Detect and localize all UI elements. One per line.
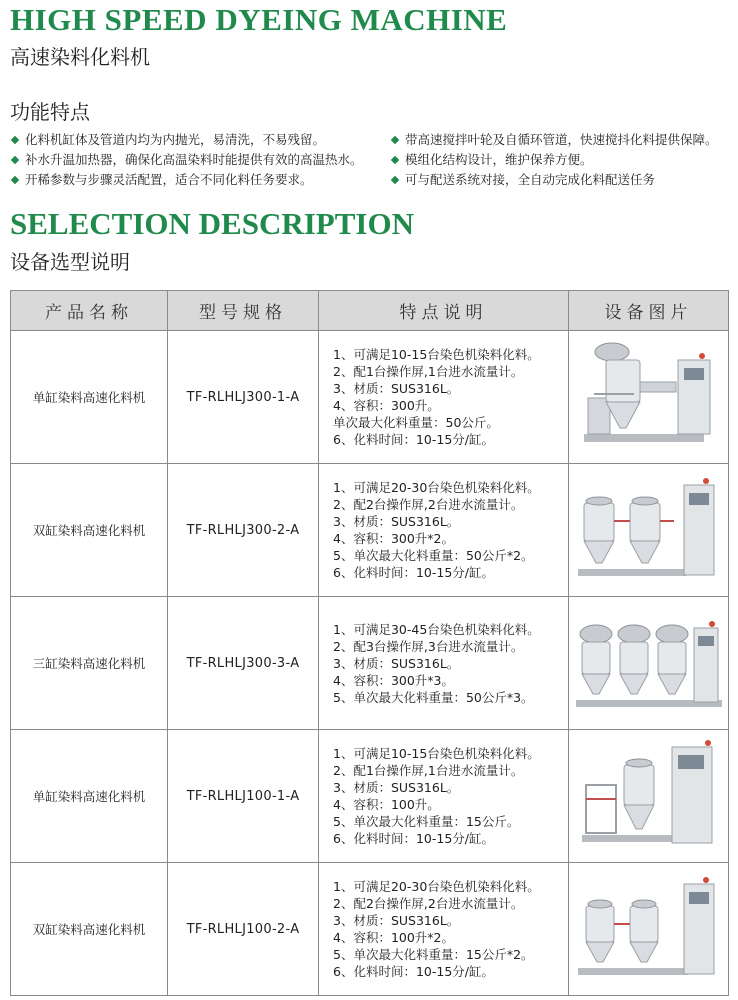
single-tank-machine-icon <box>574 338 724 456</box>
table-row <box>11 331 729 464</box>
product-model: TF-RLHLJ100-2-A <box>168 863 319 996</box>
feature-line: 5、单次最大化料重量：15公斤。 <box>333 814 520 829</box>
feature-line: 6、化料时间：10-15分/缸。 <box>333 432 494 447</box>
feature-item: 可与配送系统对接，全自动完成化料配送任务 <box>390 170 738 190</box>
product-image-cell <box>569 863 729 996</box>
feature-line: 1、可满足30-45台染色机染料化料。 <box>333 621 540 637</box>
features-right-column <box>390 130 738 190</box>
product-name: 双缸染料高速化料机 <box>11 863 168 996</box>
product-image-cell <box>569 730 729 863</box>
table-row <box>11 730 729 863</box>
feature-line: 3、材质：SUS316L。 <box>333 514 460 529</box>
diamond-bullet-icon <box>11 176 19 184</box>
feature-line: 1、可满足20-30台染色机染料化料。 <box>333 879 540 894</box>
feature-item: 开稀参数与步骤灵活配置，适合不同化料任务要求。 <box>10 170 390 190</box>
product-image-cell <box>569 464 729 597</box>
product-features <box>319 331 569 464</box>
header-image: 设备图片 <box>569 291 729 331</box>
feature-line: 2、配2台操作屏,2台进水流量计。 <box>333 497 524 512</box>
table-row <box>11 863 729 996</box>
header-features: 特点说明 <box>319 291 569 331</box>
product-model: TF-RLHLJ300-2-A <box>168 464 319 597</box>
table-row <box>11 464 729 597</box>
product-image-cell <box>569 597 729 730</box>
product-model: TF-RLHLJ300-3-A <box>168 597 319 730</box>
triple-tank-machine-icon <box>574 604 724 722</box>
feature-line: 4、容积：300升。 <box>333 398 440 413</box>
table-header-row <box>11 291 729 331</box>
feature-line: 5、单次最大化料重量：50公斤*2。 <box>333 548 534 563</box>
feature-line: 3、材质：SUS316L。 <box>333 655 460 671</box>
product-features <box>319 863 569 996</box>
diamond-bullet-icon <box>11 136 19 144</box>
page-title-en: HIGH SPEED DYEING MACHINE <box>10 2 508 37</box>
header-product-name: 产品名称 <box>11 291 168 331</box>
feature-line: 3、材质：SUS316L。 <box>333 913 460 928</box>
feature-line: 4、容积：100升。 <box>333 797 440 812</box>
feature-line: 2、配1台操作屏,1台进水流量计。 <box>333 364 524 379</box>
product-name: 单缸染料高速化料机 <box>11 331 168 464</box>
feature-line: 4、容积：300升*2。 <box>333 531 455 546</box>
selection-heading-en: SELECTION DESCRIPTION <box>10 206 414 241</box>
product-model: TF-RLHLJ100-1-A <box>168 730 319 863</box>
feature-line: 4、容积：300升*3。 <box>333 672 455 688</box>
diamond-bullet-icon <box>11 156 19 164</box>
feature-line: 2、配2台操作屏,2台进水流量计。 <box>333 896 524 911</box>
feature-item: 带高速搅拌叶轮及自循环管道，快速搅抖化料提供保障。 <box>390 130 738 150</box>
features-left-column <box>10 130 390 190</box>
product-features <box>319 464 569 597</box>
product-features <box>319 730 569 863</box>
page-title-cn: 高速染料化料机 <box>10 45 150 69</box>
feature-line: 2、配1台操作屏,1台进水流量计。 <box>333 763 524 778</box>
table-row <box>11 597 729 730</box>
diamond-bullet-icon <box>391 156 399 164</box>
feature-item: 模组化结构设计，维护保养方便。 <box>390 150 738 170</box>
feature-line: 6、化料时间：10-15分/缸。 <box>333 831 494 846</box>
feature-line: 3、材质：SUS316L。 <box>333 381 460 396</box>
feature-item: 化料机缸体及管道内均为内抛光，易清洗，不易残留。 <box>10 130 390 150</box>
feature-line: 1、可满足20-30台染色机染料化料。 <box>333 480 540 495</box>
diamond-bullet-icon <box>391 176 399 184</box>
feature-item: 补水升温加热器，确保化高温染料时能提供有效的高温热水。 <box>10 150 390 170</box>
feature-line: 2、配3台操作屏,3台进水流量计。 <box>333 638 524 654</box>
selection-table <box>10 290 729 996</box>
feature-line: 3、材质：SUS316L。 <box>333 780 460 795</box>
product-name: 三缸染料高速化料机 <box>11 597 168 730</box>
double-tank-machine-icon <box>574 471 724 589</box>
product-image-cell <box>569 331 729 464</box>
selection-heading-cn: 设备选型说明 <box>10 250 130 274</box>
feature-line: 6、化料时间：10-15分/缸。 <box>333 565 494 580</box>
diamond-bullet-icon <box>391 136 399 144</box>
feature-line: 单次最大化料重量：50公斤。 <box>333 415 499 430</box>
product-name: 双缸染料高速化料机 <box>11 464 168 597</box>
product-features <box>319 597 569 730</box>
features-heading: 功能特点 <box>10 100 90 124</box>
product-name: 单缸染料高速化料机 <box>11 730 168 863</box>
feature-line: 5、单次最大化料重量：15公斤*2。 <box>333 947 534 962</box>
feature-line: 1、可满足10-15台染色机染料化料。 <box>333 347 540 362</box>
product-model: TF-RLHLJ300-1-A <box>168 331 319 464</box>
feature-line: 4、容积：100升*2。 <box>333 930 455 945</box>
double-tank-small-machine-icon <box>574 870 724 988</box>
feature-line: 1、可满足10-15台染色机染料化料。 <box>333 746 540 761</box>
header-model: 型号规格 <box>168 291 319 331</box>
feature-line: 5、单次最大化料重量：50公斤*3。 <box>333 689 534 705</box>
feature-line: 6、化料时间：10-15分/缸。 <box>333 964 494 979</box>
single-tank-small-machine-icon <box>574 737 724 855</box>
